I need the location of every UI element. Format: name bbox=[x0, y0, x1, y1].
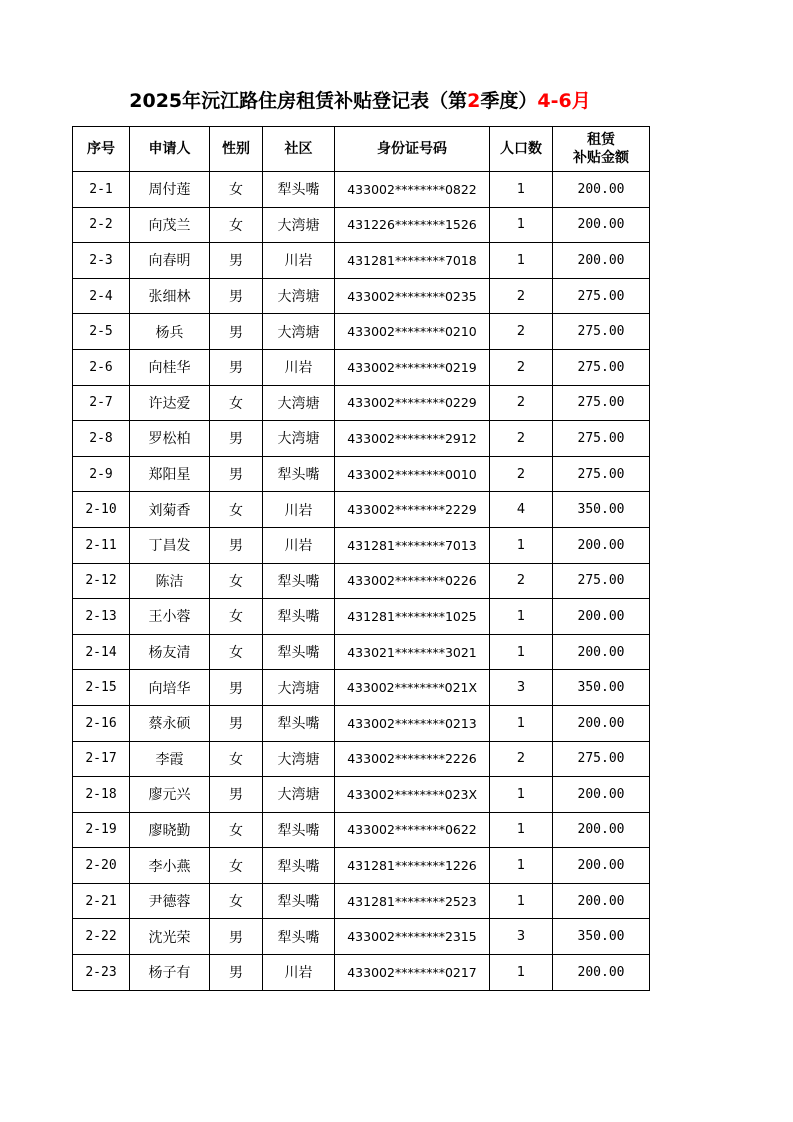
cell-household-size: 1 bbox=[490, 207, 553, 243]
cell-gender: 女 bbox=[210, 741, 263, 777]
cell-gender: 男 bbox=[210, 955, 263, 991]
table-row bbox=[73, 955, 650, 991]
cell-community: 川岩 bbox=[263, 492, 335, 528]
column-header-gender: 性别 bbox=[210, 127, 263, 172]
cell-seq: 2-18 bbox=[73, 777, 130, 813]
cell-household-size: 2 bbox=[490, 456, 553, 492]
cell-gender: 男 bbox=[210, 421, 263, 457]
cell-seq: 2-16 bbox=[73, 705, 130, 741]
cell-household-size: 2 bbox=[490, 385, 553, 421]
cell-applicant: 李小燕 bbox=[130, 848, 210, 884]
cell-gender: 男 bbox=[210, 670, 263, 706]
cell-id-number: 433002********0235 bbox=[335, 278, 490, 314]
cell-applicant: 王小蓉 bbox=[130, 599, 210, 635]
cell-amount: 200.00 bbox=[553, 243, 650, 279]
cell-seq: 2-6 bbox=[73, 349, 130, 385]
page-title bbox=[0, 86, 720, 116]
title-month-range: 4-6月 bbox=[537, 90, 591, 112]
cell-seq: 2-20 bbox=[73, 848, 130, 884]
table-row bbox=[73, 385, 650, 421]
cell-applicant: 沈光荣 bbox=[130, 919, 210, 955]
cell-gender: 男 bbox=[210, 314, 263, 350]
cell-household-size: 1 bbox=[490, 634, 553, 670]
cell-id-number: 433021********3021 bbox=[335, 634, 490, 670]
cell-applicant: 向茂兰 bbox=[130, 207, 210, 243]
cell-community: 犁头嘴 bbox=[263, 456, 335, 492]
table-row bbox=[73, 599, 650, 635]
cell-household-size: 2 bbox=[490, 349, 553, 385]
cell-amount: 200.00 bbox=[553, 634, 650, 670]
cell-gender: 男 bbox=[210, 919, 263, 955]
table-row bbox=[73, 278, 650, 314]
cell-household-size: 1 bbox=[490, 527, 553, 563]
cell-seq: 2-13 bbox=[73, 599, 130, 635]
table-row bbox=[73, 172, 650, 208]
cell-seq: 2-9 bbox=[73, 456, 130, 492]
cell-seq: 2-22 bbox=[73, 919, 130, 955]
cell-household-size: 1 bbox=[490, 172, 553, 208]
table-row bbox=[73, 883, 650, 919]
cell-community: 犁头嘴 bbox=[263, 172, 335, 208]
cell-amount: 350.00 bbox=[553, 670, 650, 706]
cell-household-size: 2 bbox=[490, 741, 553, 777]
cell-seq: 2-7 bbox=[73, 385, 130, 421]
cell-id-number: 431281********2523 bbox=[335, 883, 490, 919]
cell-id-number: 431281********7018 bbox=[335, 243, 490, 279]
cell-applicant: 张细林 bbox=[130, 278, 210, 314]
cell-seq: 2-15 bbox=[73, 670, 130, 706]
cell-community: 犁头嘴 bbox=[263, 848, 335, 884]
table-row bbox=[73, 741, 650, 777]
cell-id-number: 433002********0210 bbox=[335, 314, 490, 350]
cell-community: 大湾塘 bbox=[263, 385, 335, 421]
cell-amount: 200.00 bbox=[553, 599, 650, 635]
column-header-amount-line1: 租赁 bbox=[587, 132, 615, 148]
cell-household-size: 1 bbox=[490, 883, 553, 919]
cell-amount: 200.00 bbox=[553, 705, 650, 741]
cell-id-number: 431281********7013 bbox=[335, 527, 490, 563]
cell-seq: 2-11 bbox=[73, 527, 130, 563]
cell-id-number: 433002********2229 bbox=[335, 492, 490, 528]
cell-community: 犁头嘴 bbox=[263, 812, 335, 848]
column-header-seq: 序号 bbox=[73, 127, 130, 172]
cell-community: 川岩 bbox=[263, 955, 335, 991]
table-row bbox=[73, 456, 650, 492]
cell-id-number: 431281********1226 bbox=[335, 848, 490, 884]
cell-seq: 2-1 bbox=[73, 172, 130, 208]
cell-amount: 275.00 bbox=[553, 349, 650, 385]
cell-applicant: 罗松柏 bbox=[130, 421, 210, 457]
title-text-main: 2025年沅江路住房租赁补贴登记表（第 bbox=[129, 90, 468, 112]
cell-amount: 275.00 bbox=[553, 314, 650, 350]
cell-seq: 2-17 bbox=[73, 741, 130, 777]
cell-id-number: 433002********2315 bbox=[335, 919, 490, 955]
cell-applicant: 刘菊香 bbox=[130, 492, 210, 528]
cell-amount: 200.00 bbox=[553, 527, 650, 563]
cell-id-number: 433002********0217 bbox=[335, 955, 490, 991]
cell-id-number: 431281********1025 bbox=[335, 599, 490, 635]
cell-applicant: 廖晓勤 bbox=[130, 812, 210, 848]
cell-id-number: 433002********0622 bbox=[335, 812, 490, 848]
cell-applicant: 李霞 bbox=[130, 741, 210, 777]
cell-amount: 275.00 bbox=[553, 278, 650, 314]
cell-applicant: 蔡永硕 bbox=[130, 705, 210, 741]
cell-amount: 200.00 bbox=[553, 848, 650, 884]
cell-id-number: 433002********021X bbox=[335, 670, 490, 706]
cell-gender: 女 bbox=[210, 634, 263, 670]
table-row bbox=[73, 563, 650, 599]
title-quarter-number: 2 bbox=[467, 90, 481, 112]
cell-gender: 女 bbox=[210, 492, 263, 528]
cell-applicant: 郑阳星 bbox=[130, 456, 210, 492]
cell-seq: 2-3 bbox=[73, 243, 130, 279]
cell-applicant: 尹德蓉 bbox=[130, 883, 210, 919]
cell-community: 大湾塘 bbox=[263, 278, 335, 314]
cell-id-number: 433002********2912 bbox=[335, 421, 490, 457]
table-row bbox=[73, 634, 650, 670]
cell-applicant: 向培华 bbox=[130, 670, 210, 706]
cell-seq: 2-5 bbox=[73, 314, 130, 350]
cell-household-size: 1 bbox=[490, 705, 553, 741]
title-text-quarter: 季度） bbox=[480, 90, 538, 112]
cell-gender: 女 bbox=[210, 385, 263, 421]
cell-applicant: 杨兵 bbox=[130, 314, 210, 350]
cell-household-size: 2 bbox=[490, 314, 553, 350]
cell-household-size: 2 bbox=[490, 563, 553, 599]
table-row bbox=[73, 349, 650, 385]
cell-community: 大湾塘 bbox=[263, 741, 335, 777]
cell-id-number: 433002********023X bbox=[335, 777, 490, 813]
cell-gender: 男 bbox=[210, 349, 263, 385]
table-row bbox=[73, 207, 650, 243]
cell-amount: 275.00 bbox=[553, 421, 650, 457]
cell-applicant: 陈洁 bbox=[130, 563, 210, 599]
cell-community: 大湾塘 bbox=[263, 421, 335, 457]
cell-community: 犁头嘴 bbox=[263, 919, 335, 955]
cell-gender: 男 bbox=[210, 705, 263, 741]
table-body bbox=[73, 172, 650, 991]
cell-amount: 275.00 bbox=[553, 456, 650, 492]
cell-applicant: 向桂华 bbox=[130, 349, 210, 385]
cell-id-number: 433002********0219 bbox=[335, 349, 490, 385]
table-row bbox=[73, 670, 650, 706]
cell-community: 犁头嘴 bbox=[263, 599, 335, 635]
cell-household-size: 3 bbox=[490, 919, 553, 955]
cell-id-number: 433002********2226 bbox=[335, 741, 490, 777]
table-row bbox=[73, 314, 650, 350]
cell-gender: 男 bbox=[210, 456, 263, 492]
cell-amount: 200.00 bbox=[553, 172, 650, 208]
cell-id-number: 433002********0010 bbox=[335, 456, 490, 492]
cell-applicant: 周付莲 bbox=[130, 172, 210, 208]
cell-id-number: 433002********0822 bbox=[335, 172, 490, 208]
cell-applicant: 杨子有 bbox=[130, 955, 210, 991]
table-header-row bbox=[73, 127, 650, 172]
cell-gender: 女 bbox=[210, 172, 263, 208]
cell-seq: 2-19 bbox=[73, 812, 130, 848]
cell-applicant: 廖元兴 bbox=[130, 777, 210, 813]
cell-community: 川岩 bbox=[263, 349, 335, 385]
column-header-applicant: 申请人 bbox=[130, 127, 210, 172]
cell-household-size: 2 bbox=[490, 278, 553, 314]
cell-gender: 女 bbox=[210, 812, 263, 848]
cell-id-number: 433002********0226 bbox=[335, 563, 490, 599]
cell-community: 犁头嘴 bbox=[263, 634, 335, 670]
cell-amount: 350.00 bbox=[553, 919, 650, 955]
cell-gender: 男 bbox=[210, 527, 263, 563]
cell-amount: 275.00 bbox=[553, 385, 650, 421]
table-row bbox=[73, 527, 650, 563]
cell-community: 川岩 bbox=[263, 527, 335, 563]
table-row bbox=[73, 243, 650, 279]
cell-household-size: 1 bbox=[490, 599, 553, 635]
cell-amount: 350.00 bbox=[553, 492, 650, 528]
cell-community: 大湾塘 bbox=[263, 670, 335, 706]
cell-gender: 女 bbox=[210, 848, 263, 884]
cell-applicant: 丁昌发 bbox=[130, 527, 210, 563]
table-row bbox=[73, 919, 650, 955]
subsidy-register-table bbox=[72, 126, 650, 991]
cell-gender: 男 bbox=[210, 278, 263, 314]
cell-household-size: 3 bbox=[490, 670, 553, 706]
cell-amount: 200.00 bbox=[553, 955, 650, 991]
cell-amount: 200.00 bbox=[553, 883, 650, 919]
table-row bbox=[73, 777, 650, 813]
cell-seq: 2-2 bbox=[73, 207, 130, 243]
cell-seq: 2-23 bbox=[73, 955, 130, 991]
cell-community: 大湾塘 bbox=[263, 314, 335, 350]
cell-community: 犁头嘴 bbox=[263, 883, 335, 919]
table-row bbox=[73, 421, 650, 457]
cell-applicant: 杨友清 bbox=[130, 634, 210, 670]
cell-community: 川岩 bbox=[263, 243, 335, 279]
column-header-amount bbox=[553, 127, 650, 172]
column-header-id-number: 身份证号码 bbox=[335, 127, 490, 172]
cell-seq: 2-12 bbox=[73, 563, 130, 599]
cell-id-number: 433002********0213 bbox=[335, 705, 490, 741]
cell-community: 大湾塘 bbox=[263, 777, 335, 813]
column-header-household-size: 人口数 bbox=[490, 127, 553, 172]
cell-amount: 275.00 bbox=[553, 741, 650, 777]
cell-community: 大湾塘 bbox=[263, 207, 335, 243]
cell-amount: 200.00 bbox=[553, 812, 650, 848]
column-header-amount-line2: 补贴金额 bbox=[573, 150, 629, 166]
cell-id-number: 431226********1526 bbox=[335, 207, 490, 243]
cell-seq: 2-4 bbox=[73, 278, 130, 314]
cell-seq: 2-8 bbox=[73, 421, 130, 457]
table-row bbox=[73, 492, 650, 528]
cell-gender: 女 bbox=[210, 207, 263, 243]
cell-amount: 200.00 bbox=[553, 207, 650, 243]
cell-community: 犁头嘴 bbox=[263, 705, 335, 741]
cell-community: 犁头嘴 bbox=[263, 563, 335, 599]
cell-gender: 女 bbox=[210, 883, 263, 919]
cell-gender: 女 bbox=[210, 563, 263, 599]
cell-seq: 2-21 bbox=[73, 883, 130, 919]
cell-household-size: 4 bbox=[490, 492, 553, 528]
column-header-community: 社区 bbox=[263, 127, 335, 172]
table-row bbox=[73, 705, 650, 741]
cell-id-number: 433002********0229 bbox=[335, 385, 490, 421]
cell-household-size: 1 bbox=[490, 777, 553, 813]
table-row bbox=[73, 812, 650, 848]
cell-gender: 男 bbox=[210, 243, 263, 279]
cell-amount: 200.00 bbox=[553, 777, 650, 813]
cell-household-size: 1 bbox=[490, 848, 553, 884]
cell-seq: 2-14 bbox=[73, 634, 130, 670]
cell-gender: 男 bbox=[210, 777, 263, 813]
cell-applicant: 向春明 bbox=[130, 243, 210, 279]
cell-household-size: 1 bbox=[490, 955, 553, 991]
cell-gender: 女 bbox=[210, 599, 263, 635]
table-row bbox=[73, 848, 650, 884]
cell-household-size: 2 bbox=[490, 421, 553, 457]
cell-amount: 275.00 bbox=[553, 563, 650, 599]
cell-household-size: 1 bbox=[490, 812, 553, 848]
cell-seq: 2-10 bbox=[73, 492, 130, 528]
cell-applicant: 许达爱 bbox=[130, 385, 210, 421]
cell-household-size: 1 bbox=[490, 243, 553, 279]
